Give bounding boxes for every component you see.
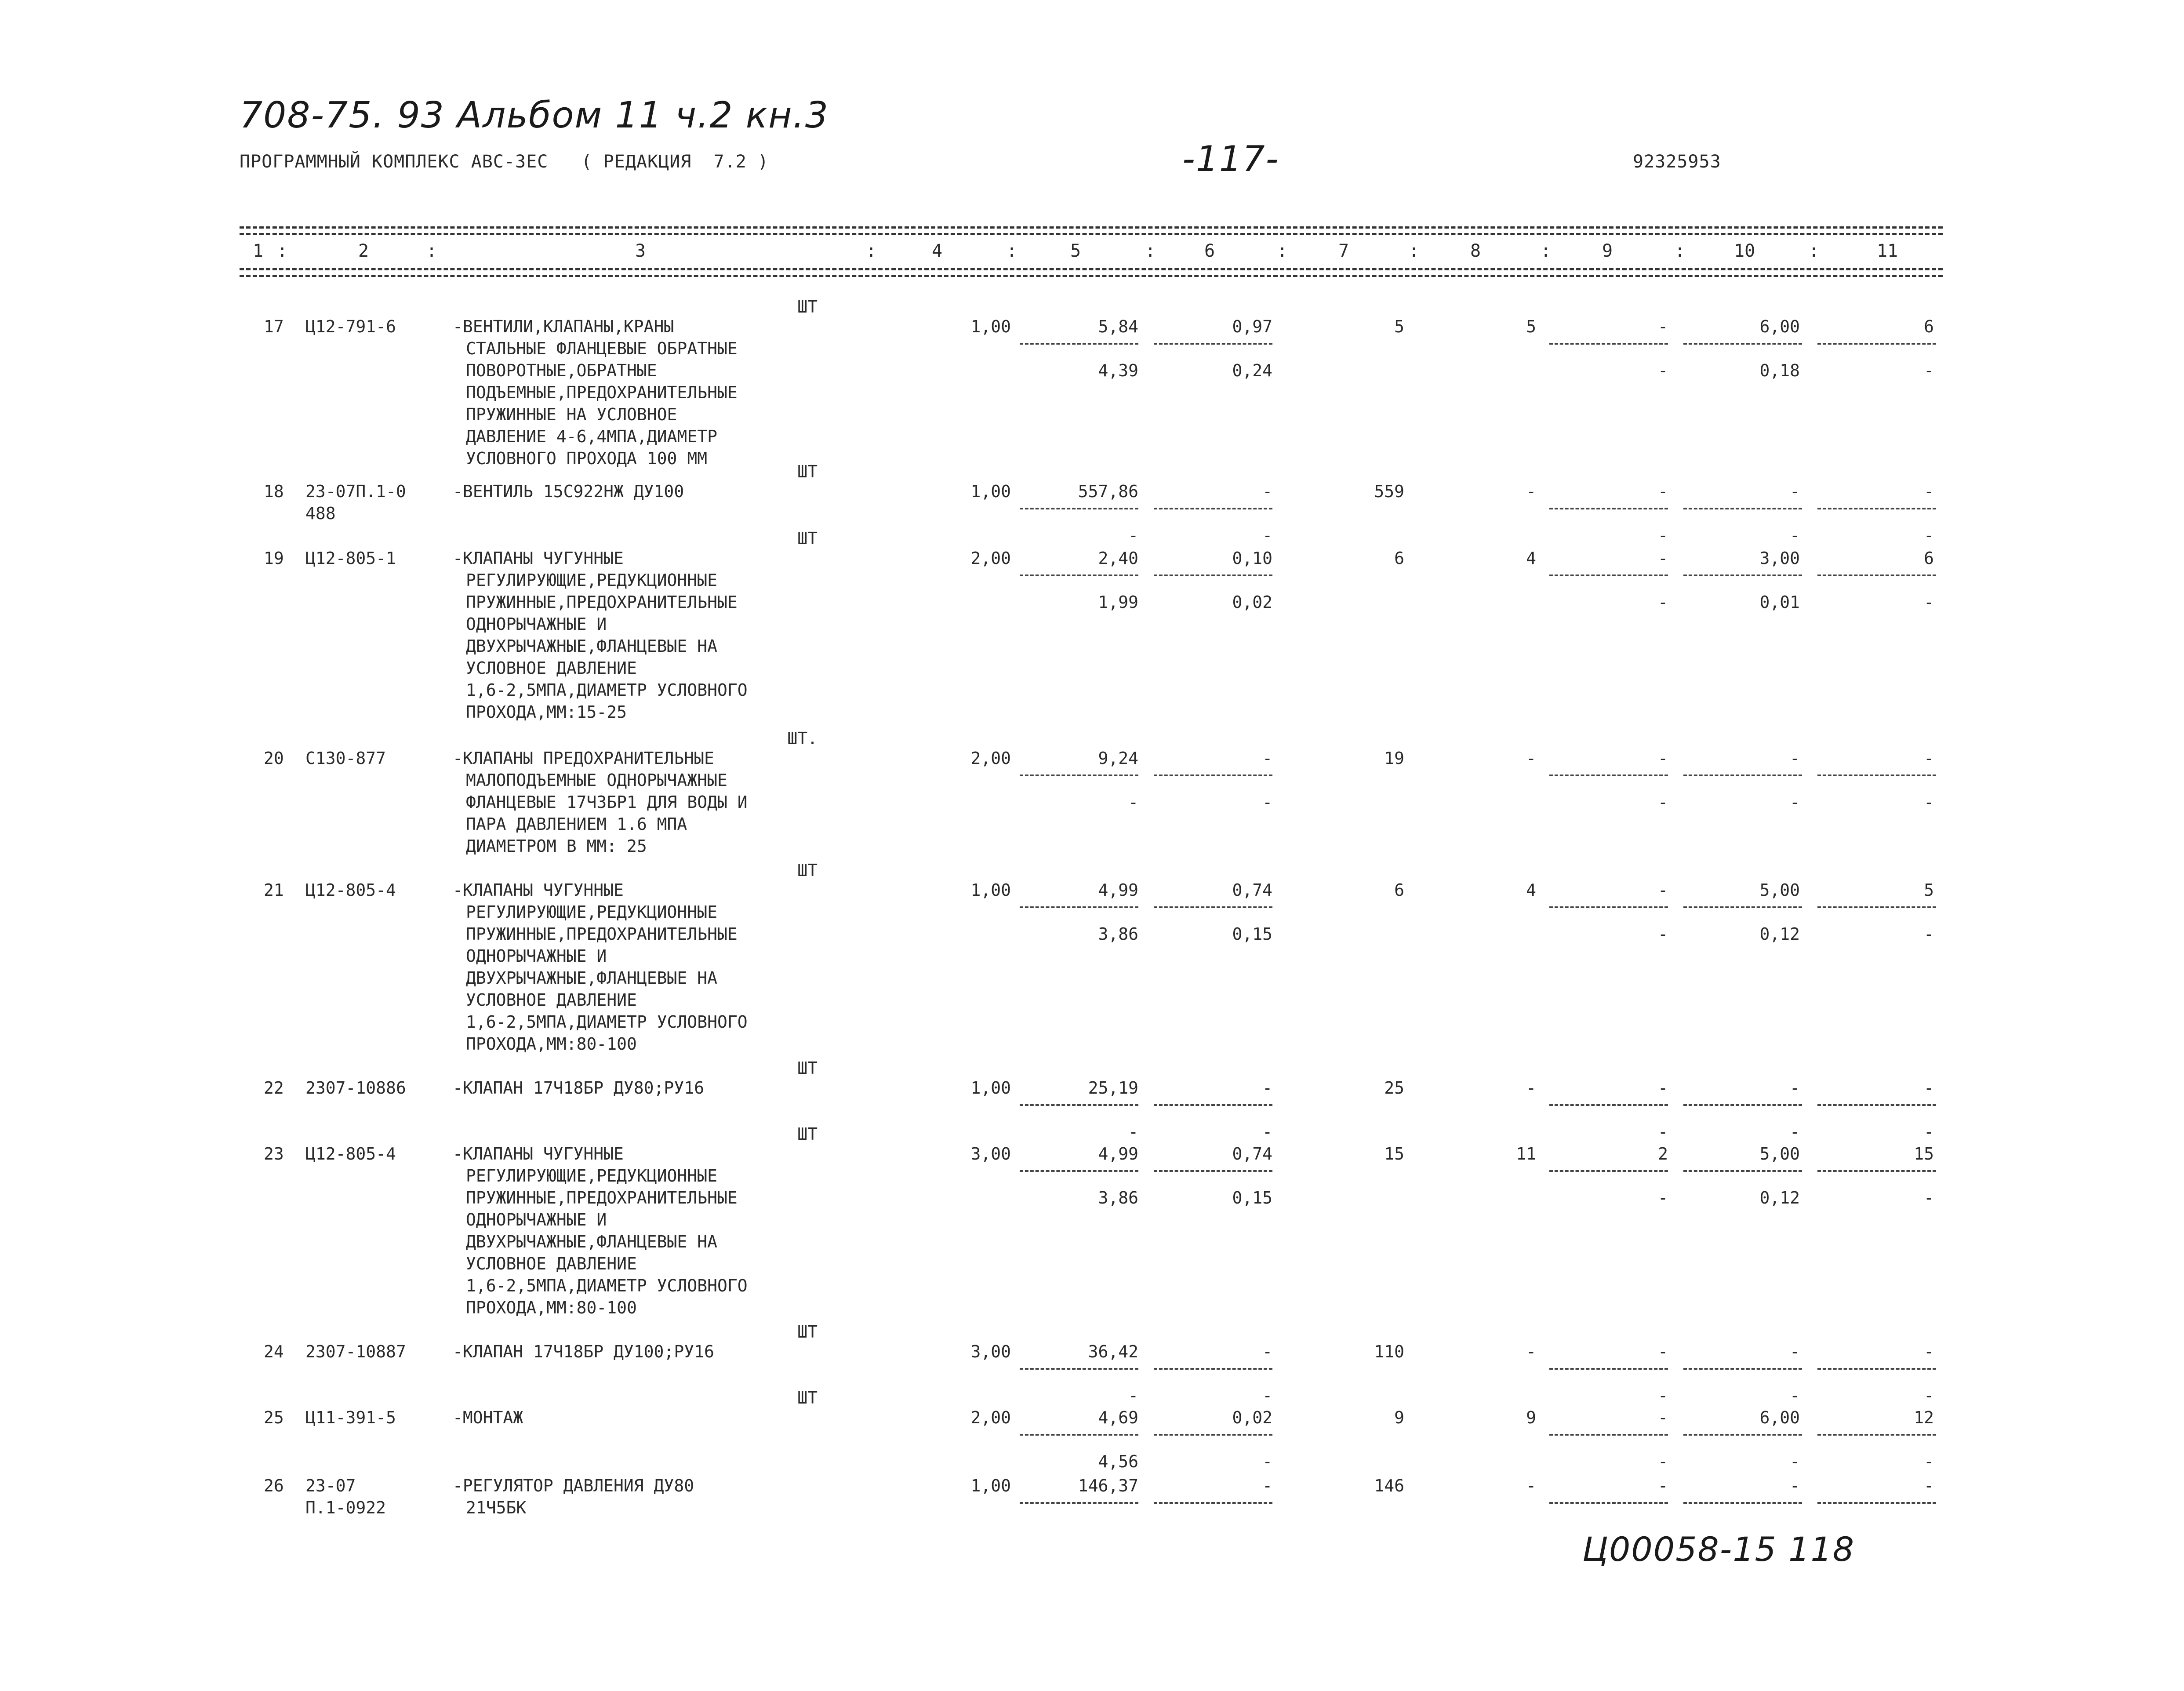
value-c9-lower: - bbox=[1658, 361, 1668, 380]
value-separator bbox=[1817, 343, 1936, 345]
value-c7: 25 bbox=[1384, 1078, 1404, 1098]
value-c7: 559 bbox=[1374, 482, 1404, 501]
value-separator bbox=[1154, 906, 1272, 908]
unit-label: ШТ bbox=[797, 861, 818, 880]
value-separator bbox=[1683, 1368, 1802, 1370]
rate-code: Ц12-805-4 bbox=[305, 1144, 396, 1164]
value-separator bbox=[1817, 508, 1936, 509]
rate-code: Ц12-805-1 bbox=[305, 549, 396, 568]
value-c5-upper: 36,42 bbox=[1088, 1342, 1138, 1361]
value-c6-lower: 0,15 bbox=[1232, 924, 1272, 944]
work-description: СТАЛЬНЫЕ ФЛАНЦЕВЫЕ ОБРАТНЫЕ bbox=[466, 339, 738, 358]
work-description: -РЕГУЛЯТОР ДАВЛЕНИЯ ДУ80 bbox=[453, 1476, 694, 1495]
value-c6-upper: 0,74 bbox=[1232, 1144, 1272, 1164]
value-c9-lower: - bbox=[1658, 526, 1668, 545]
value-c5-lower: 4,39 bbox=[1098, 361, 1138, 380]
value-c5-upper: 4,69 bbox=[1098, 1408, 1138, 1427]
handwritten-page-number: -117- bbox=[1182, 138, 1279, 179]
value-separator bbox=[1683, 1502, 1802, 1504]
value-c6-lower: - bbox=[1262, 526, 1272, 545]
value-c6-upper: 0,97 bbox=[1232, 317, 1272, 336]
work-description: ПРУЖИННЫЕ НА УСЛОВНОЕ bbox=[466, 405, 677, 424]
value-c5-upper: 557,86 bbox=[1078, 482, 1138, 501]
value-separator bbox=[1154, 575, 1272, 576]
value-separator bbox=[1020, 508, 1138, 509]
value-c7: 9 bbox=[1394, 1408, 1404, 1427]
value-separator bbox=[1817, 775, 1936, 776]
work-description: ПОДЪЕМНЫЕ,ПРЕДОХРАНИТЕЛЬНЫЕ bbox=[466, 383, 738, 402]
value-c11-upper: - bbox=[1924, 482, 1934, 501]
table-header-rule bbox=[240, 268, 1943, 270]
value-c5-upper: 2,40 bbox=[1098, 549, 1138, 568]
value-c9-lower: - bbox=[1658, 793, 1668, 812]
quantity-value: 2,00 bbox=[970, 549, 1011, 568]
value-c8: 4 bbox=[1526, 549, 1536, 568]
value-c9-upper: 2 bbox=[1658, 1144, 1668, 1164]
column-header-3: 3 bbox=[635, 241, 646, 261]
value-c9-lower: - bbox=[1658, 1188, 1668, 1207]
value-c11-lower: - bbox=[1924, 1122, 1934, 1142]
value-separator bbox=[1817, 906, 1936, 908]
work-description: ДВУХРЫЧАЖНЫЕ,ФЛАНЦЕВЫЕ НА bbox=[466, 968, 717, 988]
unit-label: ШТ bbox=[797, 1388, 818, 1407]
value-c9-upper: - bbox=[1658, 880, 1668, 900]
value-c11-lower: - bbox=[1924, 793, 1934, 812]
work-description: УСЛОВНОЕ ДАВЛЕНИЕ bbox=[466, 658, 637, 678]
value-c9-upper: - bbox=[1658, 1342, 1668, 1361]
row-number: 25 bbox=[264, 1408, 284, 1427]
value-c6-upper: - bbox=[1262, 1476, 1272, 1495]
column-header-4: 4 bbox=[932, 241, 943, 261]
work-description: РЕГУЛИРУЮЩИЕ,РЕДУКЦИОННЫЕ bbox=[466, 902, 717, 922]
value-c11-lower: - bbox=[1924, 1188, 1934, 1207]
rate-code: 2307-10887 bbox=[305, 1342, 406, 1361]
value-c5-lower: - bbox=[1128, 526, 1138, 545]
value-c10-lower: 0,18 bbox=[1759, 361, 1800, 380]
rate-code: 2307-10886 bbox=[305, 1078, 406, 1098]
value-c5-upper: 4,99 bbox=[1098, 880, 1138, 900]
work-description: ПОВОРОТНЫЕ,ОБРАТНЫЕ bbox=[466, 361, 657, 380]
handwritten-album-reference: 708-75. 93 Альбом 11 ч.2 кн.3 bbox=[240, 95, 829, 136]
program-line: ПРОГРАММНЫЙ КОМПЛЕКС АВС-3ЕС ( РЕДАКЦИЯ 7.2 ) bbox=[240, 152, 769, 172]
work-description: ПРУЖИННЫЕ,ПРЕДОХРАНИТЕЛЬНЫЕ bbox=[466, 1188, 738, 1207]
value-separator bbox=[1549, 343, 1668, 345]
value-separator bbox=[1020, 343, 1138, 345]
value-c10-lower: - bbox=[1790, 1386, 1800, 1405]
value-c10-lower: - bbox=[1790, 526, 1800, 545]
value-separator bbox=[1154, 1170, 1272, 1172]
work-description: 1,6-2,5МПА,ДИАМЕТР УСЛОВНОГО bbox=[466, 680, 748, 700]
work-description: ПРУЖИННЫЕ,ПРЕДОХРАНИТЕЛЬНЫЕ bbox=[466, 593, 738, 612]
work-description: ПРОХОДА,ММ:80-100 bbox=[466, 1034, 637, 1054]
work-description: ДВУХРЫЧАЖНЫЕ,ФЛАНЦЕВЫЕ НА bbox=[466, 1232, 717, 1251]
value-c5-lower: 3,86 bbox=[1098, 924, 1138, 944]
value-c7: 15 bbox=[1384, 1144, 1404, 1164]
column-header-8: 8 bbox=[1470, 241, 1481, 261]
value-c5-lower: 3,86 bbox=[1098, 1188, 1138, 1207]
row-number: 22 bbox=[264, 1078, 284, 1098]
work-description: РЕГУЛИРУЮЩИЕ,РЕДУКЦИОННЫЕ bbox=[466, 1166, 717, 1186]
value-c9-upper: - bbox=[1658, 482, 1668, 501]
value-c11-upper: - bbox=[1924, 1078, 1934, 1098]
row-number: 18 bbox=[264, 482, 284, 501]
column-header: 1 : 2 : 3 : 4 : 5 : 6 : 7 : 8 : 9 : 10 : 11 bbox=[253, 241, 1898, 261]
table-top-rule bbox=[240, 226, 1943, 229]
column-header-2: 2 bbox=[358, 241, 369, 261]
rate-code: С130-877 bbox=[305, 749, 386, 768]
value-c10-upper: 6,00 bbox=[1759, 1408, 1800, 1427]
value-separator bbox=[1549, 906, 1668, 908]
value-c7: 146 bbox=[1374, 1476, 1404, 1495]
column-header-1: 1 bbox=[253, 241, 264, 261]
value-separator bbox=[1549, 508, 1668, 509]
value-separator bbox=[1549, 1104, 1668, 1106]
value-separator bbox=[1683, 1170, 1802, 1172]
value-c6-lower: - bbox=[1262, 1122, 1272, 1142]
value-c9-upper: - bbox=[1658, 317, 1668, 336]
quantity-value: 2,00 bbox=[970, 749, 1011, 768]
value-c9-lower: - bbox=[1658, 1452, 1668, 1471]
value-c11-upper: 5 bbox=[1924, 880, 1934, 900]
value-separator bbox=[1683, 906, 1802, 908]
work-description: ДИАМЕТРОМ В ММ: 25 bbox=[466, 836, 647, 856]
value-c5-lower: 1,99 bbox=[1098, 593, 1138, 612]
value-c8: 11 bbox=[1516, 1144, 1536, 1164]
value-c8: 9 bbox=[1526, 1408, 1536, 1427]
row-number: 23 bbox=[264, 1144, 284, 1164]
row-number: 24 bbox=[264, 1342, 284, 1361]
work-description: ДВУХРЫЧАЖНЫЕ,ФЛАНЦЕВЫЕ НА bbox=[466, 636, 717, 656]
table-header-rule-2 bbox=[240, 275, 1943, 277]
value-c6-lower: 0,15 bbox=[1232, 1188, 1272, 1207]
value-c11-upper: 6 bbox=[1924, 549, 1934, 568]
value-separator bbox=[1817, 575, 1936, 576]
value-separator bbox=[1683, 1104, 1802, 1106]
rate-code: Ц11-391-5 bbox=[305, 1408, 396, 1427]
value-separator bbox=[1549, 775, 1668, 776]
value-c7: 6 bbox=[1394, 549, 1404, 568]
value-c10-upper: 6,00 bbox=[1759, 317, 1800, 336]
value-separator bbox=[1020, 575, 1138, 576]
column-header-9: 9 bbox=[1602, 241, 1613, 261]
value-separator bbox=[1817, 1104, 1936, 1106]
value-c10-lower: 0,12 bbox=[1759, 924, 1800, 944]
value-separator bbox=[1817, 1368, 1936, 1370]
value-c6-lower: - bbox=[1262, 793, 1272, 812]
value-c9-upper: - bbox=[1658, 549, 1668, 568]
value-c7: 19 bbox=[1384, 749, 1404, 768]
value-c11-upper: - bbox=[1924, 1342, 1934, 1361]
value-c6-upper: 0,74 bbox=[1232, 880, 1272, 900]
value-separator bbox=[1154, 1502, 1272, 1504]
unit-label: ШТ bbox=[797, 529, 818, 548]
quantity-value: 3,00 bbox=[970, 1342, 1011, 1361]
value-c11-upper: 6 bbox=[1924, 317, 1934, 336]
value-c5-lower: - bbox=[1128, 793, 1138, 812]
quantity-value: 1,00 bbox=[970, 1476, 1011, 1495]
value-separator bbox=[1683, 575, 1802, 576]
work-description: ОДНОРЫЧАЖНЫЕ И bbox=[466, 946, 607, 966]
rate-code: Ц12-805-4 bbox=[305, 880, 396, 900]
work-description: 1,6-2,5МПА,ДИАМЕТР УСЛОВНОГО bbox=[466, 1276, 748, 1295]
value-separator bbox=[1817, 1502, 1936, 1504]
value-c9-upper: - bbox=[1658, 1078, 1668, 1098]
value-c6-lower: 0,24 bbox=[1232, 361, 1272, 380]
work-description: ОДНОРЫЧАЖНЫЕ И bbox=[466, 1210, 607, 1229]
value-separator bbox=[1020, 1170, 1138, 1172]
value-c11-upper: 12 bbox=[1914, 1408, 1934, 1427]
value-c11-upper: 15 bbox=[1914, 1144, 1934, 1164]
table-top-rule-2 bbox=[240, 233, 1943, 235]
value-separator bbox=[1020, 1502, 1138, 1504]
work-description: -ВЕНТИЛЬ 15С922НЖ ДУ100 bbox=[453, 482, 684, 501]
unit-label: ШТ bbox=[797, 1322, 818, 1342]
value-separator bbox=[1154, 343, 1272, 345]
work-description: -КЛАПАНЫ ПРЕДОХРАНИТЕЛЬНЫЕ bbox=[453, 749, 714, 768]
value-c9-lower: - bbox=[1658, 1122, 1668, 1142]
value-c11-lower: - bbox=[1924, 1452, 1934, 1471]
value-separator bbox=[1549, 1434, 1668, 1436]
column-header-10: 10 bbox=[1734, 241, 1755, 261]
value-separator bbox=[1683, 775, 1802, 776]
value-c9-upper: - bbox=[1658, 1408, 1668, 1427]
work-description: ПАРА ДАВЛЕНИЕМ 1.6 МПА bbox=[466, 815, 687, 834]
value-c10-upper: - bbox=[1790, 1078, 1800, 1098]
value-separator bbox=[1549, 1368, 1668, 1370]
value-separator bbox=[1020, 1104, 1138, 1106]
row-number: 19 bbox=[264, 549, 284, 568]
value-c10-upper: 3,00 bbox=[1759, 549, 1800, 568]
value-separator bbox=[1549, 1170, 1668, 1172]
value-c6-upper: - bbox=[1262, 749, 1272, 768]
value-c5-upper: 5,84 bbox=[1098, 317, 1138, 336]
value-c6-upper: 0,10 bbox=[1232, 549, 1272, 568]
row-number: 26 bbox=[264, 1476, 284, 1495]
value-c9-lower: - bbox=[1658, 924, 1668, 944]
row-number: 20 bbox=[264, 749, 284, 768]
work-description: -КЛАПАНЫ ЧУГУННЫЕ bbox=[453, 880, 624, 900]
value-c5-lower: - bbox=[1128, 1122, 1138, 1142]
work-description: -ВЕНТИЛИ,КЛАПАНЫ,КРАНЫ bbox=[453, 317, 674, 336]
row-number: 21 bbox=[264, 880, 284, 900]
value-c10-lower: - bbox=[1790, 793, 1800, 812]
value-c6-upper: - bbox=[1262, 1342, 1272, 1361]
work-description: ПРОХОДА,ММ:80-100 bbox=[466, 1298, 637, 1317]
value-separator bbox=[1683, 1434, 1802, 1436]
work-description: -МОНТАЖ bbox=[453, 1408, 523, 1427]
column-header-7: 7 bbox=[1338, 241, 1349, 261]
value-c10-upper: - bbox=[1790, 749, 1800, 768]
value-c6-upper: - bbox=[1262, 1078, 1272, 1098]
value-c6-lower: 0,02 bbox=[1232, 593, 1272, 612]
value-c11-lower: - bbox=[1924, 924, 1934, 944]
work-description: -КЛАПАНЫ ЧУГУННЫЕ bbox=[453, 1144, 624, 1164]
value-c11-lower: - bbox=[1924, 1386, 1934, 1405]
work-description: ФЛАНЦЕВЫЕ 17Ч3БР1 ДЛЯ ВОДЫ И bbox=[466, 793, 748, 812]
document-number: 92325953 bbox=[1633, 152, 1721, 172]
value-separator bbox=[1154, 775, 1272, 776]
rate-code: 23-07 bbox=[305, 1476, 356, 1495]
work-description: 1,6-2,5МПА,ДИАМЕТР УСЛОВНОГО bbox=[466, 1012, 748, 1032]
value-c5-lower: 4,56 bbox=[1098, 1452, 1138, 1471]
rate-code: 488 bbox=[305, 504, 336, 523]
value-c8: 4 bbox=[1526, 880, 1536, 900]
value-separator bbox=[1549, 575, 1668, 576]
column-header-6: 6 bbox=[1204, 241, 1215, 261]
quantity-value: 1,00 bbox=[970, 1078, 1011, 1098]
value-separator bbox=[1549, 1502, 1668, 1504]
value-c5-lower: - bbox=[1128, 1386, 1138, 1405]
work-description: -КЛАПАН 17Ч18БР ДУ100;РУ16 bbox=[453, 1342, 714, 1361]
unit-label: ШТ bbox=[797, 1058, 818, 1078]
quantity-value: 3,00 bbox=[970, 1144, 1011, 1164]
value-separator bbox=[1817, 1170, 1936, 1172]
value-c5-upper: 4,99 bbox=[1098, 1144, 1138, 1164]
work-description: ПРУЖИННЫЕ,ПРЕДОХРАНИТЕЛЬНЫЕ bbox=[466, 924, 738, 944]
value-c8: 5 bbox=[1526, 317, 1536, 336]
value-separator bbox=[1683, 508, 1802, 509]
value-c9-lower: - bbox=[1658, 1386, 1668, 1405]
value-c5-upper: 146,37 bbox=[1078, 1476, 1138, 1495]
value-separator bbox=[1020, 1368, 1138, 1370]
value-c10-lower: - bbox=[1790, 1452, 1800, 1471]
value-c11-lower: - bbox=[1924, 361, 1934, 380]
unit-label: ШТ bbox=[797, 297, 818, 316]
column-header-5: 5 bbox=[1070, 241, 1081, 261]
work-description: МАЛОПОДЪЕМНЫЕ ОДНОРЫЧАЖНЫЕ bbox=[466, 771, 727, 790]
value-separator bbox=[1154, 1368, 1272, 1370]
value-c11-upper: - bbox=[1924, 749, 1934, 768]
value-c5-upper: 25,19 bbox=[1088, 1078, 1138, 1098]
value-separator bbox=[1683, 343, 1802, 345]
value-c5-upper: 9,24 bbox=[1098, 749, 1138, 768]
value-separator bbox=[1020, 775, 1138, 776]
value-c9-lower: - bbox=[1658, 593, 1668, 612]
value-c10-lower: 0,12 bbox=[1759, 1188, 1800, 1207]
unit-label: ШТ bbox=[797, 462, 818, 481]
unit-label: ШТ bbox=[797, 1124, 818, 1144]
value-c10-upper: - bbox=[1790, 482, 1800, 501]
value-separator bbox=[1154, 1434, 1272, 1436]
value-c6-upper: 0,02 bbox=[1232, 1408, 1272, 1427]
work-description: -КЛАПАН 17Ч18БР ДУ80;РУ16 bbox=[453, 1078, 704, 1098]
value-c7: 6 bbox=[1394, 880, 1404, 900]
value-c10-upper: - bbox=[1790, 1476, 1800, 1495]
work-description: УСЛОВНОЕ ДАВЛЕНИЕ bbox=[466, 990, 637, 1010]
value-c10-upper: 5,00 bbox=[1759, 1144, 1800, 1164]
value-c6-lower: - bbox=[1262, 1452, 1272, 1471]
value-c8: - bbox=[1526, 749, 1536, 768]
value-separator bbox=[1154, 1104, 1272, 1106]
value-c8: - bbox=[1526, 482, 1536, 501]
work-description: 21Ч5БК bbox=[466, 1498, 527, 1517]
work-description: ПРОХОДА,ММ:15-25 bbox=[466, 702, 627, 722]
value-c8: - bbox=[1526, 1476, 1536, 1495]
work-description: ДАВЛЕНИЕ 4-6,4МПА,ДИАМЕТР bbox=[466, 427, 717, 446]
value-c10-lower: 0,01 bbox=[1759, 593, 1800, 612]
quantity-value: 1,00 bbox=[970, 482, 1011, 501]
handwritten-archive-number: Ц00058-15 118 bbox=[1582, 1530, 1855, 1569]
value-c6-upper: - bbox=[1262, 482, 1272, 501]
value-separator bbox=[1020, 1434, 1138, 1436]
quantity-value: 1,00 bbox=[970, 317, 1011, 336]
work-description: ОДНОРЫЧАЖНЫЕ И bbox=[466, 615, 607, 634]
value-c10-upper: - bbox=[1790, 1342, 1800, 1361]
rate-code: П.1-0922 bbox=[305, 1498, 386, 1517]
value-c11-upper: - bbox=[1924, 1476, 1934, 1495]
work-description: -КЛАПАНЫ ЧУГУННЫЕ bbox=[453, 549, 624, 568]
value-c8: - bbox=[1526, 1342, 1536, 1361]
value-c6-lower: - bbox=[1262, 1386, 1272, 1405]
value-c7: 5 bbox=[1394, 317, 1404, 336]
work-description: РЕГУЛИРУЮЩИЕ,РЕДУКЦИОННЫЕ bbox=[466, 571, 717, 590]
rate-code: Ц12-791-6 bbox=[305, 317, 396, 336]
value-c11-lower: - bbox=[1924, 526, 1934, 545]
value-c9-upper: - bbox=[1658, 1476, 1668, 1495]
value-c10-upper: 5,00 bbox=[1759, 880, 1800, 900]
row-number: 17 bbox=[264, 317, 284, 336]
value-c11-lower: - bbox=[1924, 593, 1934, 612]
column-header-11: 11 bbox=[1877, 241, 1898, 261]
value-separator bbox=[1154, 508, 1272, 509]
quantity-value: 1,00 bbox=[970, 880, 1011, 900]
value-separator bbox=[1817, 1434, 1936, 1436]
work-description: УСЛОВНОЕ ДАВЛЕНИЕ bbox=[466, 1254, 637, 1273]
value-c8: - bbox=[1526, 1078, 1536, 1098]
value-c7: 110 bbox=[1374, 1342, 1404, 1361]
value-c10-lower: - bbox=[1790, 1122, 1800, 1142]
value-separator bbox=[1020, 906, 1138, 908]
value-c9-upper: - bbox=[1658, 749, 1668, 768]
rate-code: 23-07П.1-0 bbox=[305, 482, 406, 501]
quantity-value: 2,00 bbox=[970, 1408, 1011, 1427]
work-description: УСЛОВНОГО ПРОХОДА 100 ММ bbox=[466, 449, 708, 468]
unit-label: ШТ. bbox=[787, 729, 818, 748]
